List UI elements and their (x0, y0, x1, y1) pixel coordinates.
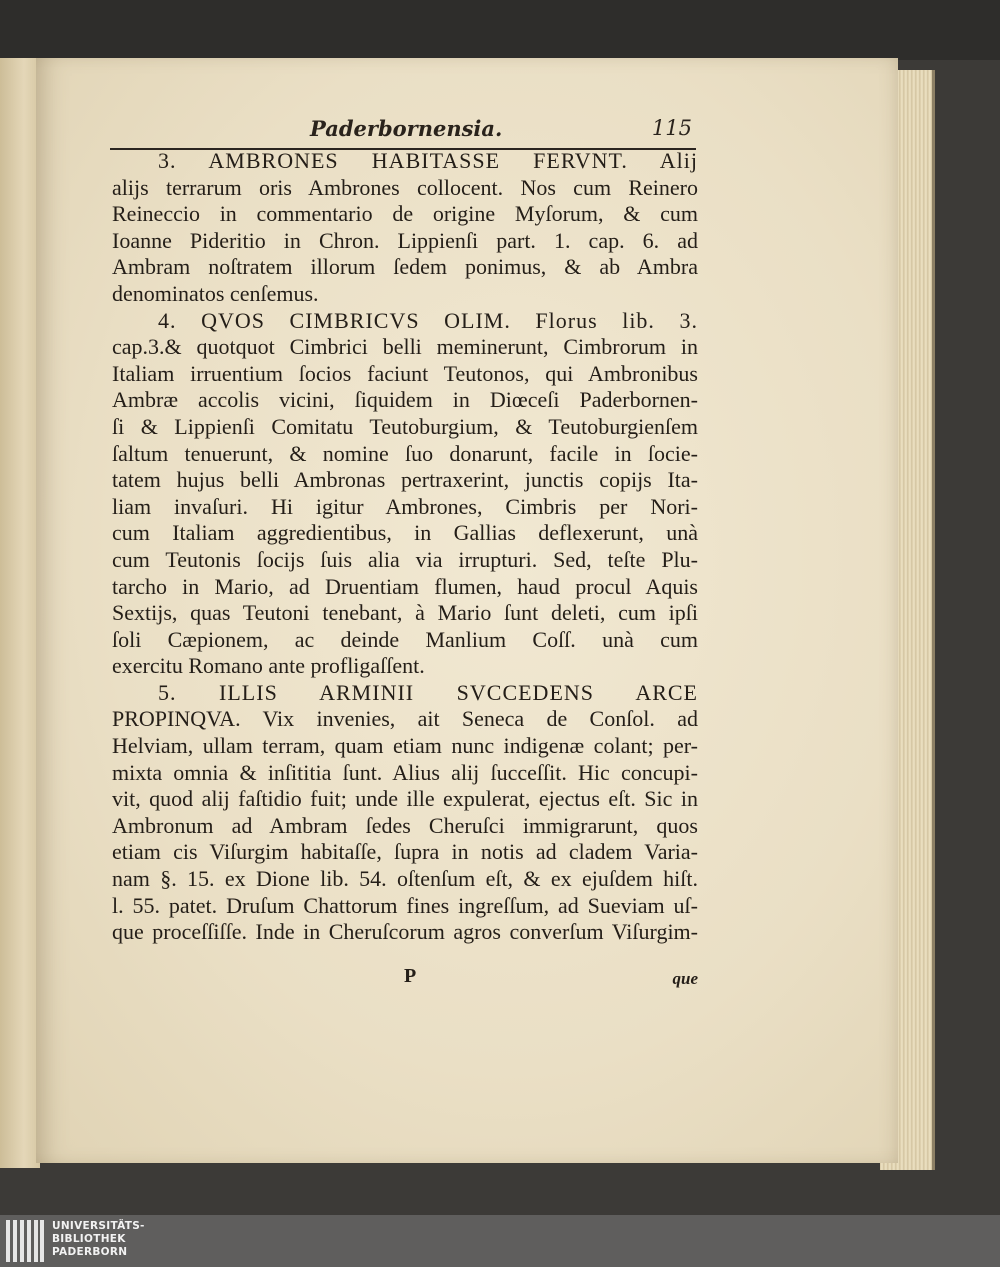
logo-line: BIBLIOTHEK (52, 1233, 126, 1245)
text-line: Helviam, ullam terram, quam etiam nunc indigenæ colant; per- (112, 733, 698, 759)
catchword: que (672, 969, 698, 988)
logo-line: PADERBORN (52, 1246, 128, 1258)
page-header (110, 112, 696, 150)
text-line: liam invaſuri. Hi igitur Ambrones, Cimbris per Nori- (112, 493, 698, 519)
library-logo-bar (0, 1215, 1000, 1267)
running-head: Paderbornensia. (310, 116, 503, 141)
text-line: nam §. 15. ex Dione lib. 54. oſtenſum eſt, & ex ejuſdem hiſt. (112, 866, 698, 892)
library-logo-text (52, 1220, 145, 1259)
text-line: Ambronum ad Ambram ſedes Cheruſci immigrarunt, quos (112, 812, 698, 838)
text-line: ſaltum tenuerunt, & nomine ſuo donarunt, facile in ſocie- (112, 440, 698, 466)
text-line: ſi & Lippienſi Comitatu Teutoburgium, & Teutoburgienſem (112, 413, 698, 439)
text-line: cap.3.& quotquot Cimbrici belli meminerunt, Cimbrorum in (112, 334, 698, 360)
text-line: exercitu Romano ante profligaſſent. (112, 653, 425, 679)
text-line: mixta omnia & inſititia ſunt. Alius alij ſucceſſit. Hic concupi- (112, 759, 698, 785)
left-page-edge (0, 58, 40, 1168)
text-line: Sextijs, quas Teutoni tenebant, à Mario ſunt deleti, cum ipſi (112, 600, 698, 626)
scan-background-top (0, 0, 1000, 60)
text-line: 3. AMBRONES HABITASSE FERVNT. Alij (158, 148, 698, 173)
text-line: tarcho in Mario, ad Druentiam flumen, haud procul Aquis (112, 573, 698, 599)
page-number: 115 (651, 116, 692, 140)
text-line: Ioanne Pideritio in Chron. Lippienſi part. 1. cap. 6. ad (112, 227, 698, 253)
logo-line: UNIVERSITÄTS- (52, 1220, 145, 1232)
text-line: Ambram noſtratem illorum ſedem ponimus, & ab Ambra (112, 254, 698, 280)
text-line: 5. ILLIS ARMINII SVCCEDENS ARCE (158, 679, 698, 705)
text-line: 4. QVOS CIMBRICVS OLIM. Florus lib. 3. (158, 307, 698, 333)
text-line: Ambræ accolis vicini, ſiquidem in Diœceſi Paderbornen- (112, 387, 698, 413)
signature-mark: P (404, 965, 417, 987)
text-line: Italiam irruentium ſocios faciunt Teutonos, qui Ambronibus (112, 360, 698, 386)
text-line: tatem hujus belli Ambronas pertraxerint, junctis copijs Ita- (112, 467, 698, 493)
body-text (112, 148, 698, 946)
text-line: denominatos cenſemus. (112, 280, 319, 306)
text-line: ſoli Cæpionem, ac deinde Manlium Coſſ. unà cum (112, 626, 698, 652)
text-line: alijs terrarum oris Ambrones collocent. Nos cum Reinero (112, 174, 698, 200)
text-line: vit, quod alij faſtidio fuit; unde ille expulerat, ejectus eſt. Sic in (112, 786, 698, 812)
text-line: etiam cis Viſurgim habitaſſe, ſupra in notis ad cladem Varia- (112, 839, 698, 865)
text-line: cum Teutonis ſocijs ſuis alia via irrupturi. Sed, teſte Plu- (112, 546, 698, 572)
text-line: Reineccio in commentario de origine Myſorum, & cum (112, 201, 698, 227)
text-line: que proceſſiſſe. Inde in Cheruſcorum agros converſum Viſurgim- (112, 919, 698, 945)
library-logo-icon (6, 1220, 44, 1262)
text-line: PROPINQVA. Vix invenies, ait Seneca de Conſol. ad (112, 706, 698, 732)
text-line: l. 55. patet. Druſum Chattorum fines ingreſſum, ad Sueviam uſ- (112, 892, 698, 918)
page-footer (112, 965, 698, 995)
text-line: cum Italiam aggredientibus, in Gallias deflexerunt, unà (112, 520, 698, 546)
